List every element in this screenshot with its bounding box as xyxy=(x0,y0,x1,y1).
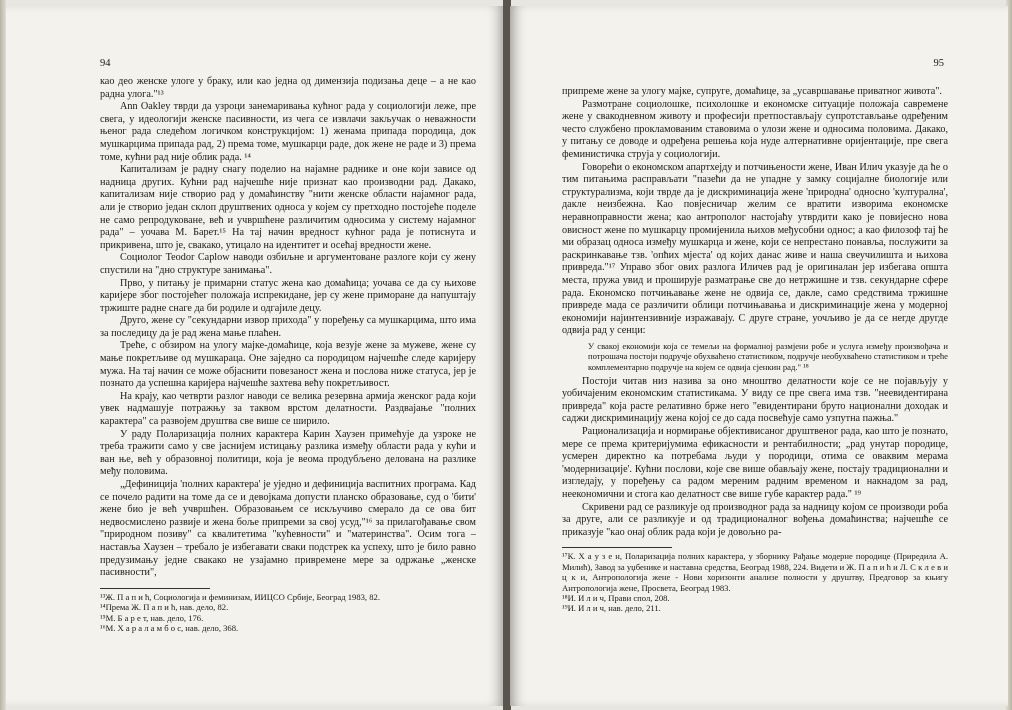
right-footnotes xyxy=(562,551,948,613)
right-page-number: 95 xyxy=(933,58,944,69)
right-page xyxy=(510,6,1008,706)
left-page-number: 94 xyxy=(100,58,111,69)
footnote: ¹⁸И. И л и ч, Прави спол, 208. xyxy=(562,593,670,603)
paragraph: Треће, с обзиром на улогу мајке-домаћице, која везује жене за мужеве, жене су мање покретљиве од мушкараца. Оне заједно са породицом најчешће следе каријеру мужа. На тај начин се може објаснити повезаност жена и послова ниже статуса, јер је познато да успешна каријера најчешће захтева већу покретљивост. xyxy=(100,340,476,390)
footnote-rule xyxy=(562,547,672,548)
left-page-body xyxy=(100,76,476,633)
paragraph: Друго, жене су "секундарни извор прихода" у поређењу са мушкарцима, што има за последицу да је рад жена мање плаћен. xyxy=(100,315,476,339)
paragraph: Скривени рад се разликује од производног рада за надницу којом се производи роба за друге, али се разликује и од традиционалног вођења домаћинства; најчешће се приказује "као онај облик рада који је довољно ра- xyxy=(562,501,948,538)
block-quote: У свакој економији која се темељи на формалној размјени робе и услуга између произвођача и потрошача постоји подручје обухваћено статистиком, подручје необухваћено статистиком и треће комплементарно подручје на којем се одвија сјенкин рад." ¹⁸ xyxy=(588,340,948,373)
paragraph: Размотране социолошке, психолошке и економске ситуације положаја савремене жене у свакодневном животу и професији претпостављају супротстављање одређеним често службено прокламованим ставовима о улози жене и односима половима. Дакако, у питању се доводе и одређена решења која нуде алтернативне оријентације, пре свега феминистичка струја у социологији. xyxy=(562,98,948,160)
paragraph: припреме жене за улогу мајке, супруге, домаћице, за „усавршавање приватног живота". xyxy=(562,86,942,97)
paragraph: као део женске улоге у браку, или као једна од димензија подизања деце – а не као радна улога."¹³ xyxy=(100,76,476,100)
paragraph: Капитализам је радну снагу поделио на најамне раднике и оне који зависе од надница других. Кућни рад најчешће није признат као производни рад. Дакако, капитализам није створио рад у домаћинству "нити женске области најамног рада, али је створио један склоп друштвених односа у којем су претходно постојеће поделе не само репродуковане, већ и учвршћене различитим односима у систему најамног рада" – уочава М. Барет.¹⁵ На тај начин вредност кућног рада је потиснута и прикривена, што је, свакако, утицало на идентитет и осећај вредности жене. xyxy=(100,164,476,251)
paragraph: Говорећи о економском апартхејду и потчињености жене, Иван Илич указује да ће о тим питањима расправљати "пазећи да не упадне у замку социјалне биологије или структурализма, који тврде да је дискриминација жене 'природна' односно 'културална', дакле неизбежна. Као повјесничар желим се вратити изворима економске неравноправности жена; као антрополог настојаћу утврдити како је повијесно нова овисност жене по мушкарцу промијенила њихов међусобни однос; а као филозоф тај ће ми образац односа између мушкарца и жене, који се непрестано понавља, послужити за раскринкавање тзв. 'опћих мјеста' од којих данас живе и наша свеучилишта и њихова привреда."¹⁷ Управо због ових разлога Иличев рад је оригиналан јер избегава општа места, пружа увид и проширује разматрање све до нетржишне и тзв. секундарне сфере рада. Економско потчињавање жене не одвија се, дакле, само средствима тржишне привреде мада се различити облици потчињавања и дискриминације жена у модерној економији најинтензивније изражавају. С друге стране, уочљиво је да се негде другде одвија рад у сенци: xyxy=(562,161,948,337)
paragraph: Прво, у питању је примарни статус жена као домаћица; уочава се да су њихове каријере због постојећег положаја испрекидане, јер су жене приморане да напуштају тржиште радне снаге да би родиле и одгајиле децу. xyxy=(100,277,476,314)
paragraph: У раду Поларизација полних карактера Карин Хаузен примећује да узроке не треба тражити само у све јаснијем истицању разлика између области рада у кући и ван ње, већ у образовној политици, која је веома продубљено делована на разлике међу половима. xyxy=(100,428,476,478)
footnote: ¹⁶М. Х а р а л а м б о с, нав. дело, 368. xyxy=(100,622,239,633)
left-page xyxy=(6,6,504,706)
footnote: ¹⁵М. Б а р е т, нав. дело, 176. xyxy=(100,612,204,623)
paragraph: Рационализација и нормирање објективисаног друштвеног рада, као што је познато, мере се према критеријумима ефикасности и рентабилности; „рад унутар породице, усмерен директно ка потребама људи у породици, отима се оваквим мерама 'модернизације'. Кућни послови, које све више обављају жене, постају традиционални и изгледају, у поређењу са радом мереним радним временом и накнадом за рад, неекономични и стога као делатност све више губе карактер рада." ¹⁹ xyxy=(562,426,949,500)
paragraph: Социолог Teodor Caplow наводи озбиљне и аргументоване разлоге који су жену спустили на "дно структуре занимања". xyxy=(100,252,476,276)
paragraph: „Дефиниција 'полних карактера' је уједно и дефиниција васпитних програма. Кад се почело радити на томе да се и девојкама допусти планско образовање, суд о 'бити' жене био је већ учвршћен. Образовањем се искључиво смерало да се ова бит недвосмислено развије и жена боље припреми за свој усуд,"¹⁶ за прилагођавање свом "природном позиву" са квалитетима "кућевности" и "материнства". Осим тога – наставља Хаузен – требало је избегавати сваки подстрек ка успеху, што је било равно предузимању једне свакако не узајамно привремене мере за одржање „женске пасивности", xyxy=(100,479,476,579)
paragraph: Ann Oakley тврди да узроци занемаривања кућног рада у социологији леже, пре свега, у идеологији женске пасивности, из чега се извлачи закључак о неважности њеног рада следећом логичком конструкцијом: 1) женама припада породица, док мушкарцима припада рад, 2) према томе, мушкарци раде, док жене не раде и 3) према томе, кућни рад није облик рада. ¹⁴ xyxy=(100,101,476,163)
paragraph: Постоји читав низ назива за оно мноштво делатности које се не појављују у уобичајеним економским статистикама. У виду се пре свега има тзв. "неевидентирана привреда" која расте релативно брже него "евидентирани бруто национални доходак и саджи дискриминацију жена којој се до сада посвећује само узпутна пажња." xyxy=(562,375,948,425)
footnote: ¹⁷К. Х а у з е н, Поларизација полних карактера, у зборнику Рађање модерне породице (Приредила А. Милић), Завод за уџбенике и наставна средства, Београд 1988, 224. Видети и Ж. П а п и ћ и Л. С к л е в и ц к и, Антропологија жене - Нови хоризонти анализе полности у друштву, Предговор за књигу Антропологија жене, Просвета, Београд 1983. xyxy=(562,551,948,593)
footnote: ¹⁹И. И л и ч, нав. дело, 211. xyxy=(562,603,661,614)
right-page-body xyxy=(562,86,948,614)
footnote: ¹⁴Према Ж. П а п и ћ, нав. дело, 82. xyxy=(100,602,229,613)
footnote: ¹³Ж. П а п и ћ, Социологија и феминизам, ИИЦСО Србије, Београд 1983, 82. xyxy=(100,591,380,602)
left-footnotes xyxy=(100,592,476,634)
paragraph: На крају, као четврти разлог наводи се велика резервна армија женског рада који увек надмашује потражњу за таквом врстом делатности. Раздвајање "полних карактера" са развојем друштва све више се ширило. xyxy=(100,390,476,428)
footnote-rule xyxy=(100,588,210,589)
